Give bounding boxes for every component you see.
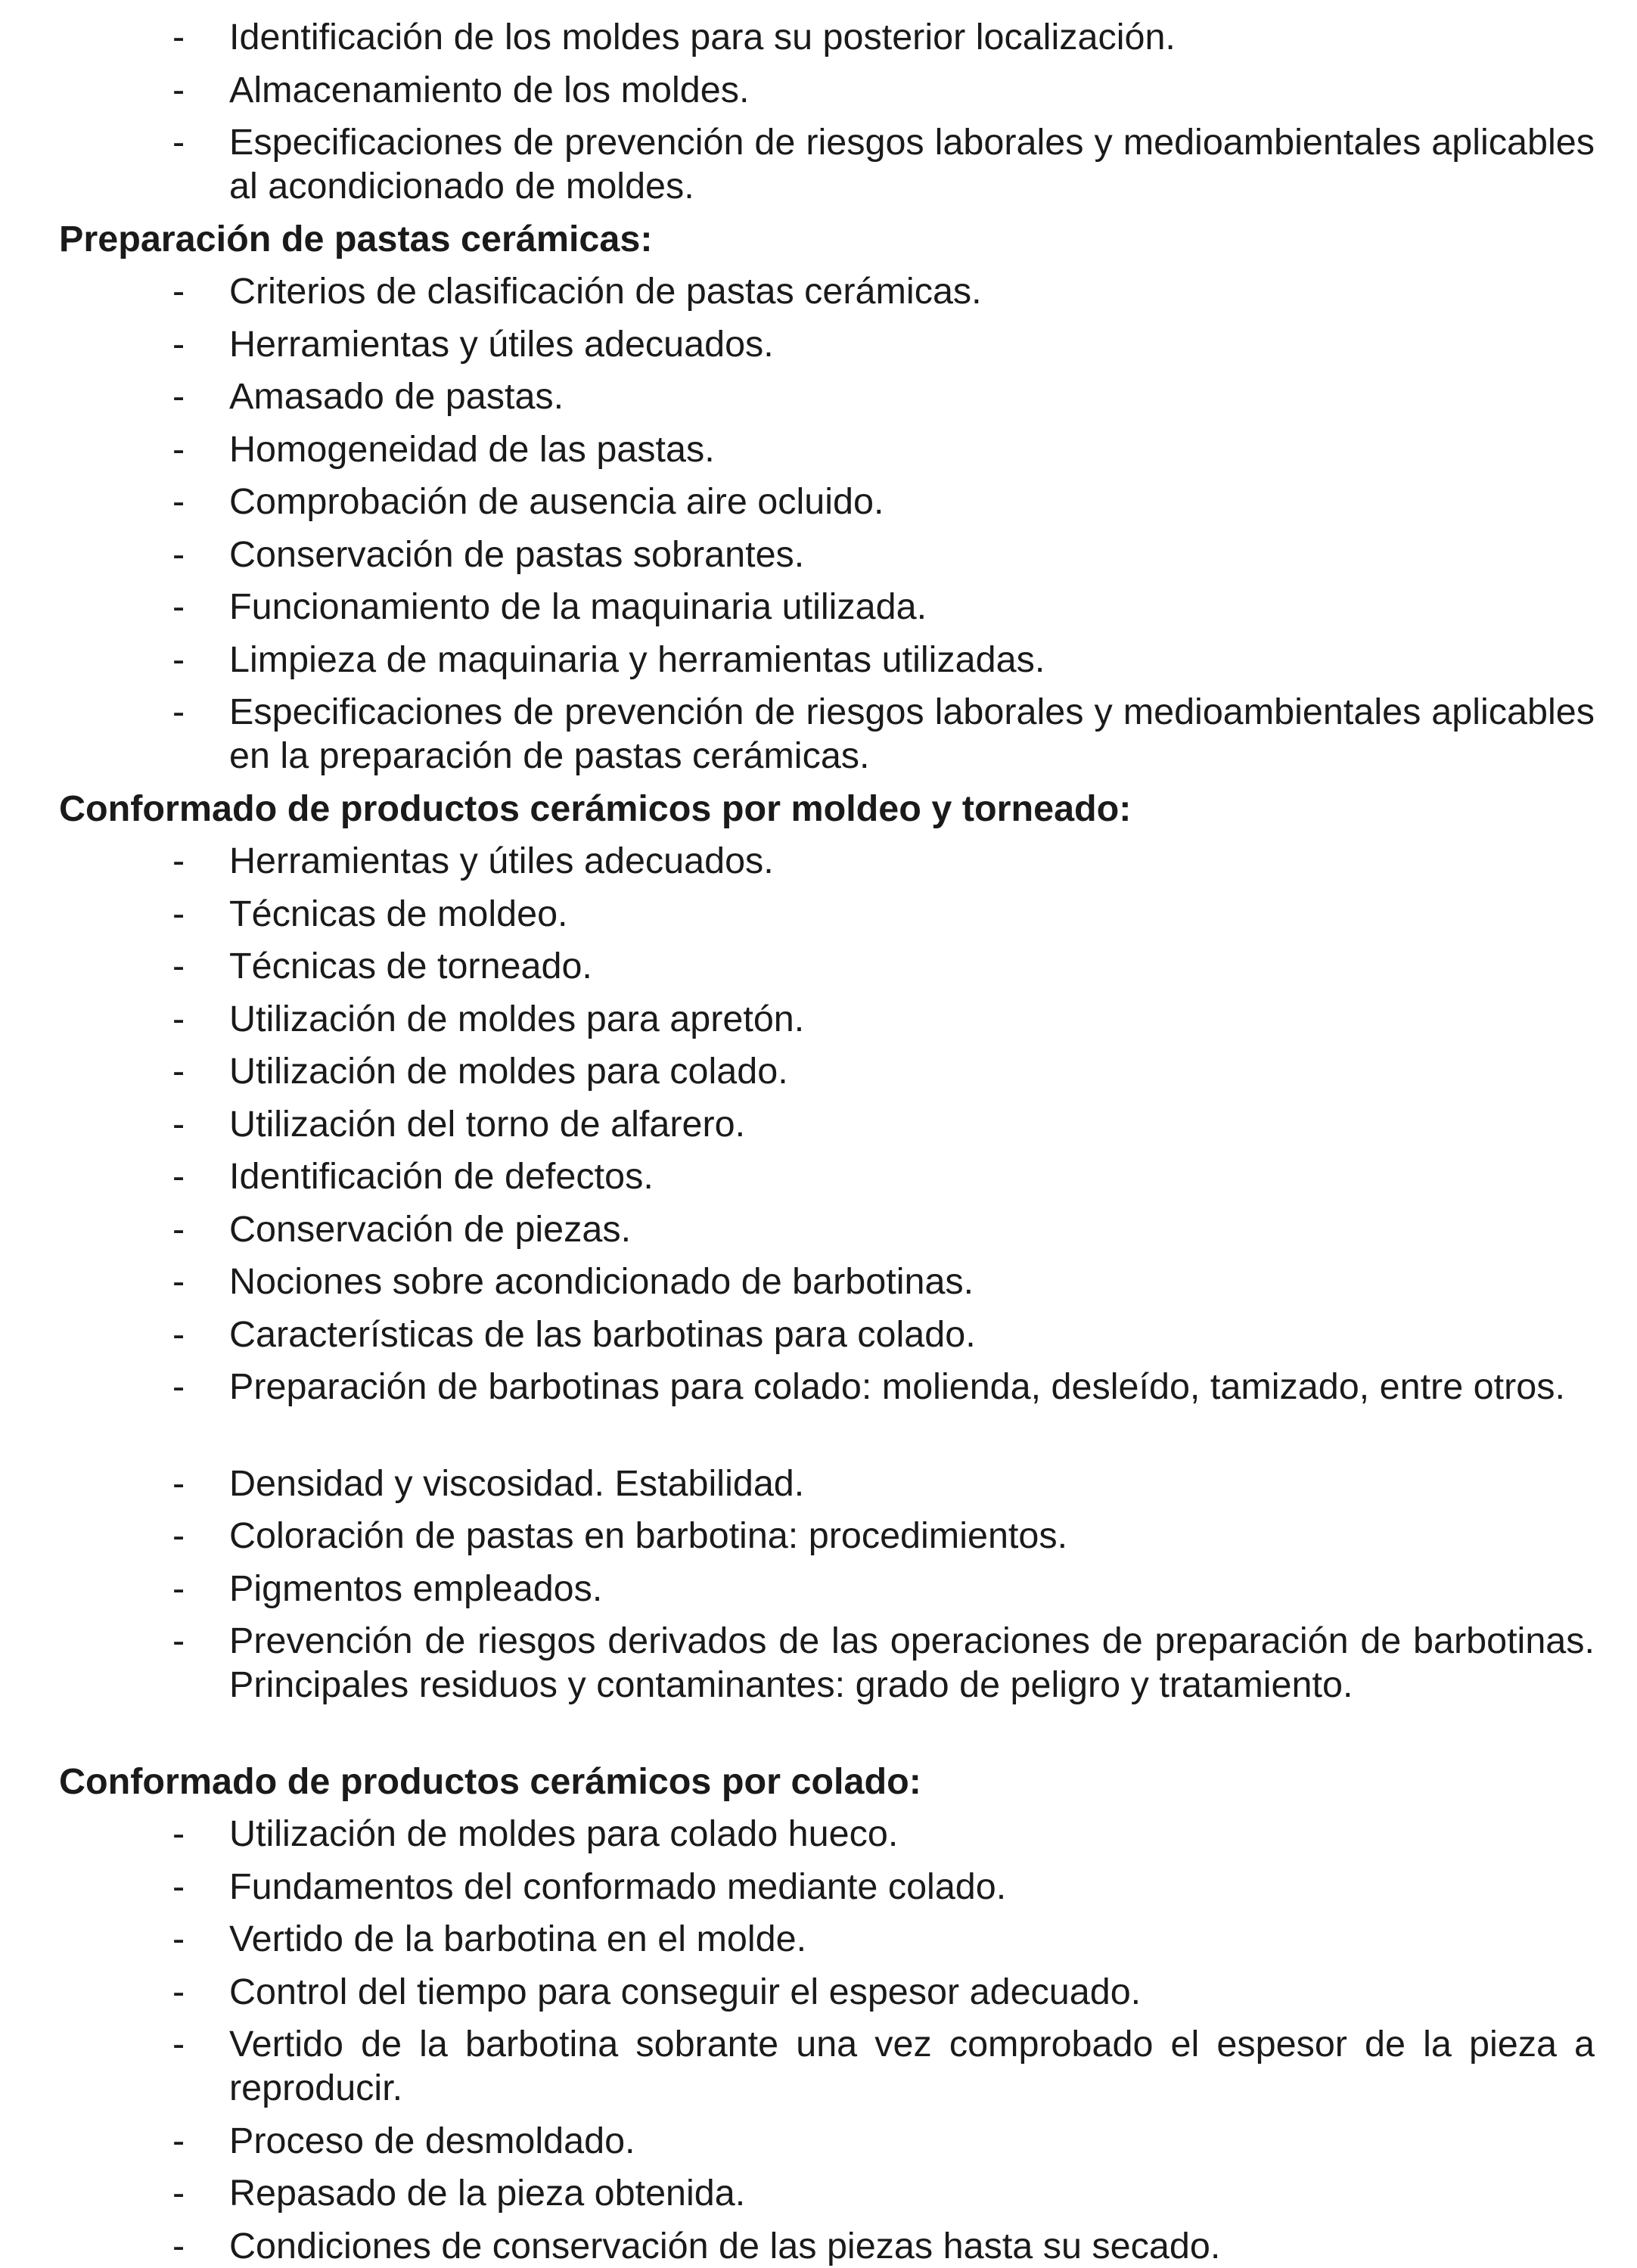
list-item-text: Herramientas y útiles adecuados. (229, 840, 774, 881)
bullet-dash: - (172, 1462, 185, 1504)
bullet-dash: - (172, 893, 185, 934)
list-item-text: Identificación de defectos. (229, 1156, 654, 1197)
bullet-dash: - (172, 1567, 185, 1609)
bullet-dash: - (172, 1971, 185, 2012)
bullet-dash: - (172, 17, 185, 57)
list-item-text: Herramientas y útiles adecuados. (229, 323, 774, 365)
list-item-text: Técnicas de torneado. (229, 946, 592, 986)
list-item-text: Proceso de desmoldado. (229, 2120, 635, 2161)
bullet-dash: - (172, 638, 185, 680)
list-item-text: Preparación de barbotinas para colado: molienda, desleído, tamizado, entre otros. (229, 1366, 1565, 1407)
list-item-text: Homogeneidad de las pastas. (229, 428, 715, 470)
list-item-text: Utilización de moldes para colado. (229, 1051, 788, 1092)
list-item-text: Limpieza de maquinaria y herramientas utilizadas. (229, 638, 1045, 680)
list-item-text: Almacenamiento de los moldes. (229, 69, 750, 110)
bullet-dash: - (172, 2024, 185, 2065)
bullet-dash: - (172, 1051, 185, 1092)
list-item-text: Técnicas de moldeo. (229, 893, 568, 934)
bullet-dash: - (172, 122, 185, 163)
section-heading: Preparación de pastas cerámicas: (59, 218, 653, 259)
bullet-dash: - (172, 1813, 185, 1854)
bullet-dash: - (172, 946, 185, 986)
list-item-text: Coloración de pastas en barbotina: procedimientos. (229, 1515, 1068, 1556)
list-item-text: Condiciones de conservación de las piezas hasta su secado. (229, 2225, 1221, 2266)
bullet-dash: - (172, 481, 185, 522)
bullet-dash: - (172, 323, 185, 365)
bullet-dash: - (172, 2225, 185, 2266)
list-item-text: Vertido de la barbotina sobrante una vez comprobado el espesor de la pieza a reproducir. (229, 2024, 1595, 2108)
list-item-text: Densidad y viscosidad. Estabilidad. (229, 1462, 805, 1504)
section-heading: Conformado de productos cerámicos por colado: (59, 1760, 921, 1802)
list-item-text: Repasado de la pieza obtenida. (229, 2173, 746, 2214)
bullet-dash: - (172, 840, 185, 881)
bullet-dash: - (172, 428, 185, 470)
list-item-text: Conservación de piezas. (229, 1208, 632, 1250)
list-item-text: Especificaciones de prevención de riesgos laborales y medioambientales aplicables al acondicionado de moldes. (229, 122, 1595, 207)
list-item-text: Especificaciones de prevención de riesgos laborales y medioambientales aplicables en la preparación de pastas cerámicas. (229, 691, 1595, 776)
list-item-text: Amasado de pastas. (229, 376, 564, 417)
bullet-dash: - (172, 376, 185, 417)
bullet-dash: - (172, 1313, 185, 1355)
list-item-text: Características de las barbotinas para colado. (229, 1313, 976, 1355)
bullet-dash: - (172, 1208, 185, 1250)
list-item-text: Utilización de moldes para apretón. (229, 998, 805, 1039)
list-item-text: Comprobación de ausencia aire ocluido. (229, 481, 884, 522)
bullet-dash: - (172, 1103, 185, 1145)
list-item-text: Fundamentos del conformado mediante colado. (229, 1866, 1007, 1907)
bullet-dash: - (172, 1366, 185, 1407)
list-item-text: Nociones sobre acondicionado de barbotinas. (229, 1261, 974, 1302)
bullet-dash: - (172, 69, 185, 110)
list-item-text: Pigmentos empleados. (229, 1567, 603, 1609)
list-item-text: Prevención de riesgos derivados de las operaciones de preparación de barbotinas. Principales residuos y contaminantes: grado de peligro y tratamiento. (229, 1620, 1595, 1705)
bullet-dash: - (172, 998, 185, 1039)
bullet-dash: - (172, 691, 185, 732)
section-heading: Conformado de productos cerámicos por moldeo y torneado: (59, 788, 1132, 829)
bullet-dash: - (172, 586, 185, 627)
list-item-text: Conservación de pastas sobrantes. (229, 533, 805, 575)
bullet-dash: - (172, 2173, 185, 2214)
list-item-text: Utilización del torno de alfarero. (229, 1103, 746, 1145)
bullet-dash: - (172, 1866, 185, 1907)
bullet-dash: - (172, 1620, 185, 1661)
bullet-dash: - (172, 1918, 185, 1959)
list-item-text: Identificación de los moldes para su posterior localización. (229, 17, 1176, 57)
bullet-dash: - (172, 1515, 185, 1556)
list-item-text: Utilización de moldes para colado hueco. (229, 1813, 899, 1854)
list-item-text: Funcionamiento de la maquinaria utilizada. (229, 586, 927, 627)
list-item-text: Criterios de clasificación de pastas cerámicas. (229, 271, 982, 312)
list-item-text: Control del tiempo para conseguir el espesor adecuado. (229, 1971, 1142, 2012)
bullet-dash: - (172, 1156, 185, 1197)
bullet-dash: - (172, 2120, 185, 2161)
bullet-dash: - (172, 271, 185, 312)
list-item-text: Vertido de la barbotina en el molde. (229, 1918, 807, 1959)
bullet-dash: - (172, 1261, 185, 1302)
bullet-dash: - (172, 533, 185, 575)
